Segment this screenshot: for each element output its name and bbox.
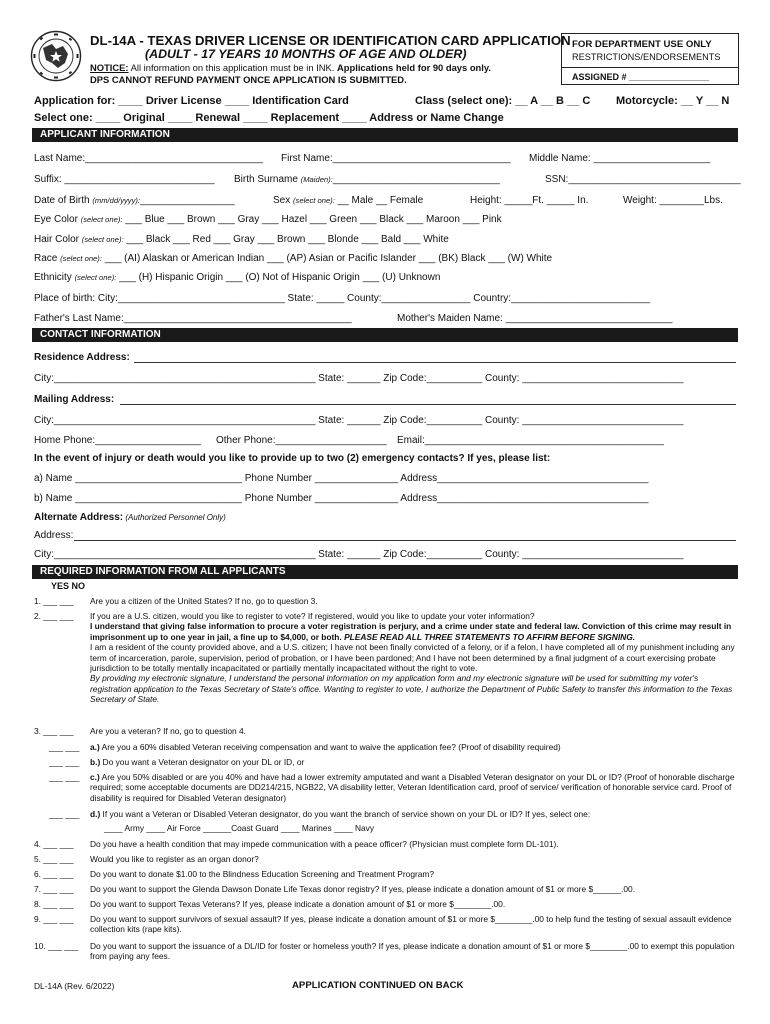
mailing-city-row[interactable]: City:_______________________________________________ State: ______ Zip Code:__________ County: _____________________________: [34, 415, 684, 426]
q3-checkboxes[interactable]: 3. ___ ___: [34, 726, 74, 736]
q3b-label: b.): [90, 757, 101, 767]
q2-residency-statement: I am a resident of the county provided above, and a U.S. citizen; I have not been finally convicted of a felony, or if a felon, I have completed all of my punishment including any term of incarceration, parole, supervision, period of probation, or I have been pardoned; And I have not been determined by a final judgment of a court exercising probate jurisdiction to be totally mentally incapacitated or partially mentally incapacitated without the right to vote.: [90, 642, 735, 674]
ethnicity-select[interactable]: [34, 272, 440, 283]
application-for[interactable]: Application for: ____ Driver License ____ Identification Card: [34, 95, 349, 107]
birth-surname-blank: ______________________________: [332, 174, 500, 185]
notice-bold: Applications held for 90 days only.: [336, 62, 492, 73]
section-required-information: REQUIRED INFORMATION FROM ALL APPLICANTS: [32, 565, 738, 579]
q2-checkboxes[interactable]: 2. ___ ___: [34, 611, 74, 621]
section-applicant-information: APPLICANT INFORMATION: [32, 128, 738, 142]
mother-maiden-name-field[interactable]: Mother's Maiden Name: ______________________________: [397, 313, 673, 324]
q3a-question: Are you a 60% disabled Veteran receiving compensation and want to waive the application fee? (Proof of disability required): [99, 742, 561, 752]
q1-text: Are you a citizen of the United States? If no, go to question 3.: [90, 596, 318, 606]
q6-checkboxes[interactable]: 6. ___ ___: [34, 869, 74, 879]
q1-checkboxes[interactable]: 1. ___ ___: [34, 596, 74, 606]
dob-label: Date of Birth: [34, 195, 93, 206]
alternate-address-label: Alternate Address:: [34, 512, 124, 523]
race-label: Race: [34, 253, 61, 264]
q2-signature-statement: By providing my electronic signature, I understand the personal information on my application form and my electronic signature will be used for submitting my voter's registration application to the Texas Secretary of State's office. Wanting to register to vote, I authorize the Department of Public Safety to transfer this information to the Texas Secretary of State.: [90, 673, 733, 705]
ssn-field[interactable]: SSN:_______________________________: [545, 174, 741, 185]
emergency-contact-a[interactable]: a) Name ______________________________ Phone Number _______________ Address______________________________________: [34, 473, 649, 484]
dept-box-assigned: ASSIGNED # ________________: [572, 72, 710, 82]
eye-color-select[interactable]: [34, 214, 502, 225]
eye-color-options: ___ Blue ___ Brown ___ Gray ___ Hazel ___ Green ___ Black ___ Maroon ___ Pink: [122, 214, 502, 225]
q7-checkboxes[interactable]: 7. ___ ___: [34, 884, 74, 894]
q10-text: Do you want to support the issuance of a DL/ID for foster or homeless youth? If yes, please indicate a donation amount of $1 or more $________.00 to exempt this population from paying any fees.: [90, 941, 735, 962]
dept-box-restrictions: RESTRICTIONS/ENDORSEMENTS: [572, 52, 721, 62]
q2-perjury-warning: [90, 621, 735, 642]
hair-color-select[interactable]: [34, 234, 449, 245]
residence-address-line[interactable]: [134, 362, 736, 363]
q3b-question: Do you want a Veteran designator on your DL or ID, or: [100, 757, 305, 767]
q2-affirm-text: PLEASE READ ALL THREE STATEMENTS TO AFFIRM BEFORE SIGNING.: [344, 631, 636, 642]
q3c-question: Are you 50% disabled or are you 40% and have had a lower extremity amputated and want a Disabled Veteran designator on your DL or ID? (Proof of honorable discharge required; some acceptable documents are DD214/215, NGB22, VA disability letter, Veteran Identification card, proof of service/ verification of honorable service card. Proof of disability is required for Disabled Veteran designator): [90, 772, 735, 803]
q2-text: [90, 611, 735, 705]
sex-options: __ Male __ Female: [334, 195, 424, 206]
texas-dps-seal-icon: [30, 30, 82, 82]
residence-address-label: Residence Address:: [34, 352, 130, 363]
q3a-label: a.): [90, 742, 100, 752]
notice-text: All information on this application must be in INK.: [128, 62, 337, 73]
residence-city-row[interactable]: City:_______________________________________________ State: ______ Zip Code:__________ County: _____________________________: [34, 373, 684, 384]
q3b-text: [90, 757, 304, 767]
eye-color-label: Eye Color: [34, 214, 81, 225]
q2-perjury-text: I understand that giving false information to procure a voter registration is perjury, and a crime under state and federal law. Conviction of this crime may result in imprisonment up to one year in jail, a fine up to $4,000, or both.: [90, 621, 732, 642]
alternate-address-note: (Authorized Personnel Only): [123, 513, 226, 522]
q8-checkboxes[interactable]: 8. ___ ___: [34, 899, 74, 909]
mailing-address-line[interactable]: [120, 404, 736, 405]
q3d-checkboxes[interactable]: ___ ___: [49, 809, 80, 819]
hair-color-hint: (select one):: [81, 235, 124, 244]
select-one-type[interactable]: Select one: ____ Original ____ Renewal ____ Replacement ____ Address or Name Change: [34, 112, 504, 124]
form-title: DL-14A - TEXAS DRIVER LICENSE OR IDENTIFICATION CARD APPLICATION: [90, 33, 571, 48]
q9-text: Do you want to support survivors of sexual assault? If yes, please indicate a donation amount of $1 or more $________.00 to help fund the testing of sexual assault evidence collection kits (rape kits).: [90, 914, 732, 935]
dob-field[interactable]: [34, 195, 235, 206]
section-contact-information: CONTACT INFORMATION: [32, 328, 738, 342]
eye-color-hint: (select one):: [80, 215, 123, 224]
dept-box-title: FOR DEPARTMENT USE ONLY: [572, 39, 712, 50]
q3c-checkboxes[interactable]: ___ ___: [49, 772, 80, 782]
home-phone-field[interactable]: Home Phone:___________________: [34, 435, 201, 446]
father-last-name-field[interactable]: Father's Last Name:_________________________________________: [34, 313, 352, 324]
q7-text: Do you want to support the Glenda Dawson Donate Life Texas donor registry? If yes, please indicate a donation amount of $1 or more $______.00.: [90, 884, 636, 894]
email-field[interactable]: Email:___________________________________________: [397, 435, 664, 446]
q2-question: If you are a U.S. citizen, would you like to register to vote? If registered, would you like to update your voter information?: [90, 611, 535, 621]
notice-refund: DPS CANNOT REFUND PAYMENT ONCE APPLICATION IS SUBMITTED.: [90, 74, 407, 85]
dept-box-divider: [562, 67, 738, 68]
first-name-field[interactable]: First Name:________________________________: [281, 153, 511, 164]
race-hint: (select one):: [60, 254, 102, 263]
last-name-field[interactable]: Last Name:________________________________: [34, 153, 264, 164]
sex-select[interactable]: [273, 195, 423, 206]
dob-hint: (mm/dd/yyyy):: [92, 196, 141, 205]
continued-on-back: APPLICATION CONTINUED ON BACK: [292, 980, 464, 991]
q3a-checkboxes[interactable]: ___ ___: [49, 742, 80, 752]
q3d-text: [90, 809, 590, 819]
dob-blank: _________________: [140, 195, 235, 206]
q4-checkboxes[interactable]: 4. ___ ___: [34, 839, 74, 849]
alternate-city-row[interactable]: City:_______________________________________________ State: ______ Zip Code:__________ County: _____________________________: [34, 549, 684, 560]
emergency-contact-b[interactable]: b) Name ______________________________ Phone Number _______________ Address______________________________________: [34, 493, 649, 504]
motorcycle-select[interactable]: Motorcycle: __ Y __ N: [616, 95, 730, 107]
alternate-address-line[interactable]: [74, 540, 736, 541]
emergency-contacts-prompt: In the event of injury or death would you like to provide up to two (2) emergency contacts? If yes, please list:: [34, 453, 551, 464]
weight-field[interactable]: Weight: ________Lbs.: [623, 195, 723, 206]
q5-checkboxes[interactable]: 5. ___ ___: [34, 854, 74, 864]
other-phone-field[interactable]: Other Phone:____________________: [216, 435, 387, 446]
q5-text: Would you like to register as an organ donor?: [90, 854, 259, 864]
q8-text: Do you want to support Texas Veterans? If yes, please indicate a donation amount of $1 or more $________.00.: [90, 899, 506, 909]
q3c-text: [90, 772, 735, 803]
height-field[interactable]: Height: _____Ft. _____ In.: [470, 195, 589, 206]
q4-text: Do you have a health condition that may impede communication with a peace officer? (Physician must complete form DL-101).: [90, 839, 559, 849]
notice-label: NOTICE:: [90, 62, 129, 73]
middle-name-field[interactable]: Middle Name: _____________________: [529, 153, 711, 164]
race-options: ___ (AI) Alaskan or American Indian ___ (AP) Asian or Pacific Islander ___ (BK) Black ___ (W) White: [101, 253, 553, 264]
suffix-field[interactable]: Suffix: ___________________________: [34, 174, 215, 185]
ethnicity-label: Ethnicity: [34, 272, 75, 283]
form-revision: DL-14A (Rev. 6/2022): [34, 981, 115, 991]
notice-line: [90, 62, 491, 73]
alternate-address-label-2: Address:: [34, 530, 74, 541]
q3d-label: d.): [90, 809, 101, 819]
q10-checkboxes[interactable]: 10. ___ ___: [34, 941, 79, 951]
race-select[interactable]: [34, 253, 552, 264]
alternate-address-heading: [34, 512, 226, 523]
q3d-question: If you want a Veteran or Disabled Veteran designator, do you want the branch of service shown on your DL or ID? If yes, select one:: [100, 809, 591, 819]
birth-surname-field[interactable]: [234, 174, 500, 185]
q3c-label: c.): [90, 772, 100, 782]
ethnicity-hint: (select one):: [74, 273, 117, 282]
hair-color-label: Hair Color: [34, 234, 82, 245]
q3-text: Are you a veteran? If no, go to question 4.: [90, 726, 246, 736]
q9-checkboxes[interactable]: 9. ___ ___: [34, 914, 74, 924]
mailing-address-label: Mailing Address:: [34, 394, 115, 405]
class-select[interactable]: Class (select one): __ A __ B __ C: [415, 95, 591, 107]
sex-label: Sex: [273, 195, 294, 206]
birth-surname-hint: (Maiden):: [300, 175, 333, 184]
q3a-text: [90, 742, 561, 752]
ethnicity-options: ___ (H) Hispanic Origin ___ (O) Not of Hispanic Origin ___ (U) Unknown: [116, 272, 441, 283]
place-of-birth-field[interactable]: Place of birth: City:______________________________ State: _____ County:________________ Country:_________________________: [34, 293, 651, 304]
q3d-branch-options[interactable]: ____ Army ____ Air Force ______Coast Guard ____ Marines ____ Navy: [104, 823, 375, 833]
department-use-box: [561, 33, 739, 85]
q3b-checkboxes[interactable]: ___ ___: [49, 757, 80, 767]
yes-no-header: YES NO: [51, 581, 86, 591]
form-subtitle: (ADULT - 17 YEARS 10 MONTHS OF AGE AND OLDER): [145, 47, 467, 61]
birth-surname-label: Birth Surname: [234, 174, 301, 185]
q6-text: Do you want to donate $1.00 to the Blindness Education Screening and Treatment Program?: [90, 869, 435, 879]
sex-hint: (select one):: [293, 196, 335, 205]
hair-color-options: ___ Black ___ Red ___ Gray ___ Brown ___ Blonde ___ Bald ___ White: [123, 234, 449, 245]
